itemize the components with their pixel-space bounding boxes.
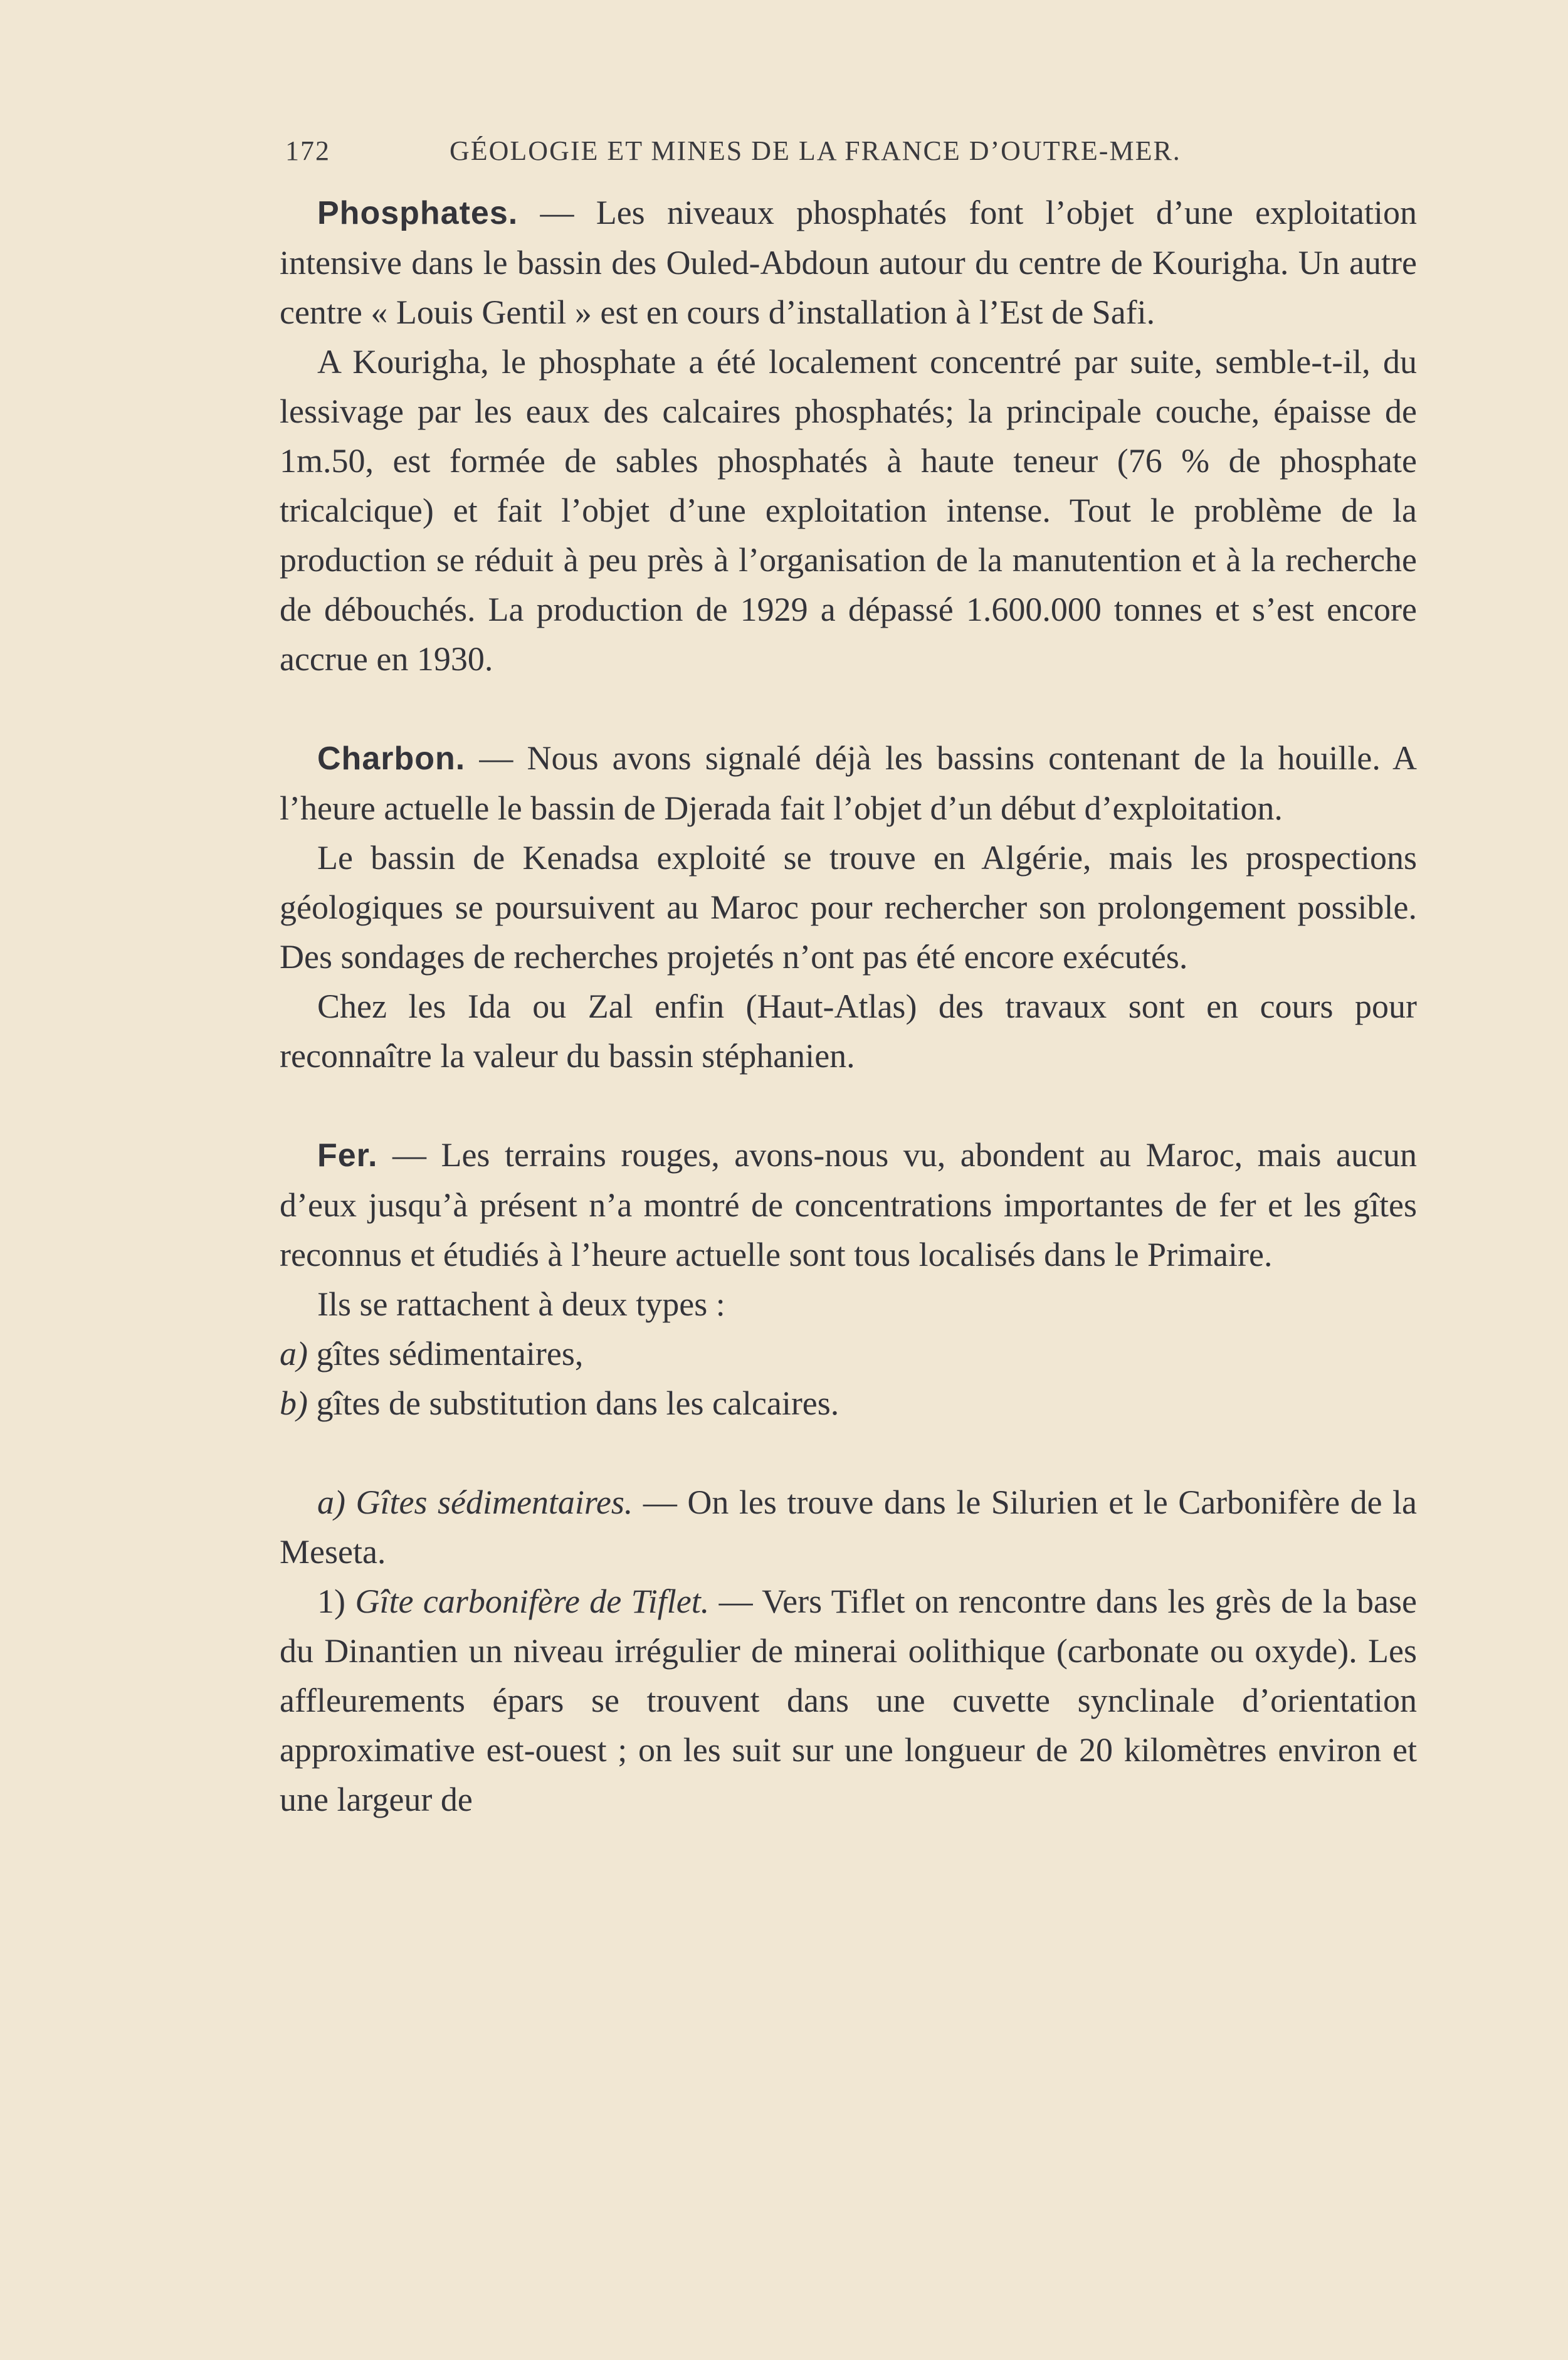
paragraph-gites-sedimentaires: a) Gîtes sédimentaires. — On les trouve dans le Silurien et le Carbonifère de la Meseta. [280,1483,1417,1571]
paragraph-charbon-intro: Charbon. — Nous avons signalé déjà les bassins contenant de la houille. A l’heure actuelle le bassin de Djerada fait l’objet d’un début d’exploitation. [280,739,1417,827]
section-heading-charbon: Charbon. [317,740,466,777]
paragraph-tiflet: 1) Gîte carbonifère de Tiflet. — Vers Tiflet on rencontre dans les grès de la base du Dinantien un niveau irrégulier de minerai oolithique (carbonate ou oxyde). Les affleurements épars se trouvent dans une cuvette synclinale d’orientation approximative est-ouest ; on les suit sur une longueur de 20 kilomètres environ et une largeur de [280,1583,1418,1818]
running-title: GÉOLOGIE ET MINES DE LA FRANCE D’OUTRE-MER. [450,135,1181,166]
paragraph-types: Ils se rattachent à deux types : [317,1285,725,1323]
list-item-b: b) gîtes de substitution dans les calcaires. [280,1384,839,1422]
paragraph-kenadsa: Le bassin de Kenadsa exploité se trouve en Algérie, mais les prospections géologiques se poursuivent au Maroc pour rechercher son prolongement possible. Des sondages de recherches projetés n’ont pas été encore exécutés. [280,839,1417,976]
section-heading-phosphates: Phosphates. [317,195,518,231]
list-item-a: a) gîtes sédimentaires, [280,1335,584,1372]
subsection-heading-gites: Gîtes sédimentaires. [345,1483,633,1521]
paragraph-kourigha: A Kourigha, le phosphate a été localement concentré par suite, semble-t-il, du lessivage par les eaux des calcaires phosphatés; la principale couche, épaisse de 1m.50, est formée de sables phosphatés à haute teneur (76 % de phosphate tricalcique) et fait l’objet d’une exploitation intense. Tout le problème de la production se réduit à peu près à l’organisation de la manutention et à la recherche de débouchés. La production de 1929 a dépassé 1.600.000 tonnes et s’est encore accrue en 1930. [280,343,1417,678]
paragraph-phosphates-intro: Phosphates. — Les niveaux phosphatés font l’objet d’une exploitation intensive dans le bassin des Ouled-Abdoun autour du centre de Kourigha. Un autre centre « Louis Gentil » est en cours d’installation à l’Est de Safi. [280,194,1417,331]
subsection-heading-tiflet: Gîte carbonifère de Tiflet. [345,1583,710,1620]
paragraph-ida-ou-zal: Chez les Ida ou Zal enfin (Haut-Atlas) des travaux sont en cours pour reconnaître la valeur du bassin stéphanien. [280,988,1417,1075]
page-number: 172 [285,135,330,166]
paragraph-fer-intro: Fer. — Les terrains rouges, avons-nous vu, abondent au Maroc, mais aucun d’eux jusqu’à présent n’a montré de concentrations importantes de fer et les gîtes reconnus et étudiés à l’heure actuelle sont tous localisés dans le Primaire. [280,1136,1417,1273]
body-text [280,188,1417,1825]
section-heading-fer: Fer. [317,1137,378,1174]
